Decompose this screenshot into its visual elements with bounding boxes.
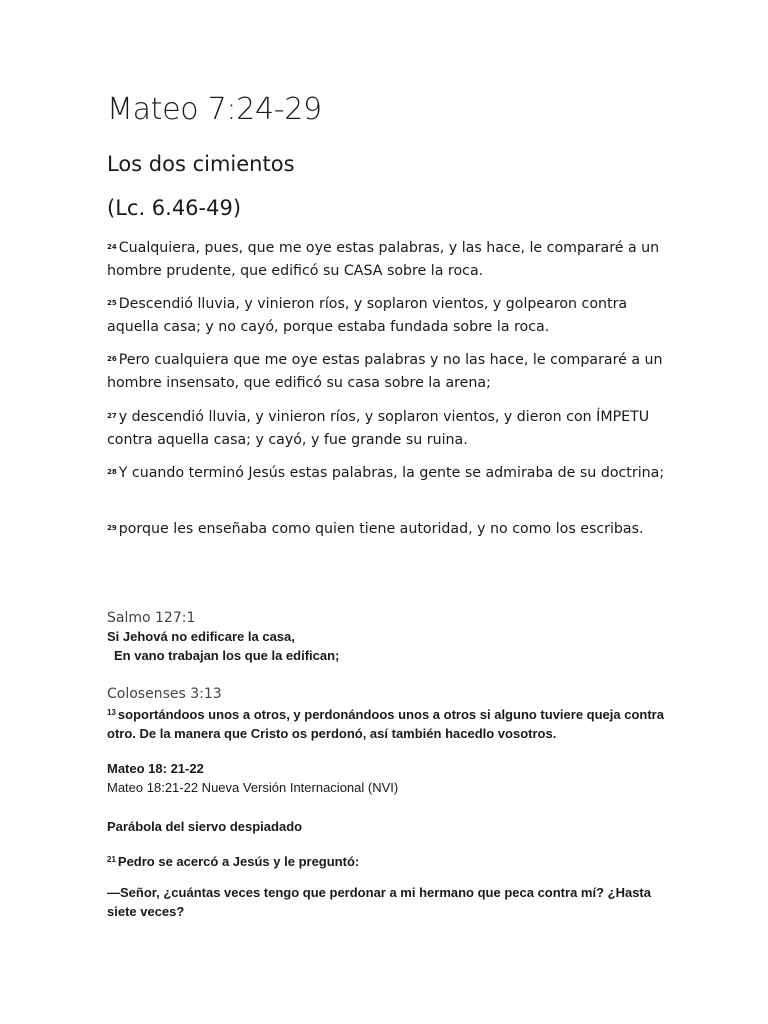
salmo-text bbox=[107, 628, 667, 665]
verse-21-text: Pedro se acercó a Jesús y le preguntó: bbox=[117, 854, 360, 869]
colosenses-text bbox=[107, 704, 667, 743]
verse-number: 24 bbox=[107, 243, 117, 251]
salmo-reference: Salmo 127:1 bbox=[107, 610, 196, 626]
verse-text: Cualquiera, pues, que me oye estas palabras, y las hace, le compararé a un hombre prudente, que edificó su CASA sobre la roca. bbox=[107, 240, 660, 279]
verse-number: 27 bbox=[107, 412, 117, 420]
peter-question: —Señor, ¿cuántas veces tengo que perdonar a mi hermano que peca contra mí? ¿Hasta siete veces? bbox=[107, 885, 651, 919]
verse-number: 29 bbox=[107, 524, 117, 532]
mateo18-heading: Mateo 18: 21-22 bbox=[107, 761, 204, 776]
mateo18-version: Mateo 18:21-22 Nueva Versión Internacional (NVI) bbox=[107, 780, 399, 795]
verse-25 bbox=[107, 292, 667, 339]
verse-number: 28 bbox=[107, 468, 117, 476]
salmo-line-2: En vano trabajan los que la edifican; bbox=[114, 647, 340, 663]
colosenses-verse-text: soportándoos unos a otros, y perdonándoos unos a otros si alguno tuviere queja contra otro. De la manera que Cristo os perdonó, así también hacedlo vosotros. bbox=[107, 707, 664, 741]
colosenses-reference: Colosenses 3:13 bbox=[107, 686, 222, 702]
verse-text: Y cuando terminó Jesús estas palabras, la gente se admiraba de su doctrina; bbox=[118, 465, 665, 481]
document-subtitle: Los dos cimientos bbox=[107, 152, 295, 176]
verse-27 bbox=[107, 405, 667, 452]
document-title: Mateo 7:24-29 bbox=[107, 92, 322, 127]
verse-24 bbox=[107, 236, 667, 283]
parallel-reference: (Lc. 6.46-49) bbox=[107, 196, 242, 220]
verse-29 bbox=[107, 517, 667, 541]
verse-number: 25 bbox=[107, 299, 117, 307]
verse-text: y descendió lluvia, y vinieron ríos, y soplaron vientos, y dieron con ÍMPETU contra aquella casa; y cayó, y fue grande su ruina. bbox=[107, 409, 650, 448]
verse-number: 13 bbox=[107, 708, 116, 717]
verse-26 bbox=[107, 348, 667, 395]
verse-text: Descendió lluvia, y vinieron ríos, y soplaron vientos, y golpearon contra aquella casa; y no cayó, porque estaba fundada sobre la roca. bbox=[107, 296, 628, 335]
verse-number: 26 bbox=[107, 355, 117, 363]
verse-text: Pero cualquiera que me oye estas palabras y no las hace, le compararé a un hombre insensato, que edificó su casa sobre la arena; bbox=[107, 352, 663, 391]
salmo-line-1: Si Jehová no edificare la casa, bbox=[107, 629, 295, 644]
verse-21 bbox=[107, 851, 667, 872]
verse-text: porque les enseñaba como quien tiene autoridad, y no como los escribas. bbox=[118, 521, 644, 537]
verse-28 bbox=[107, 461, 667, 485]
verse-number: 21 bbox=[107, 855, 116, 864]
parable-title: Parábola del siervo despiadado bbox=[107, 819, 303, 834]
